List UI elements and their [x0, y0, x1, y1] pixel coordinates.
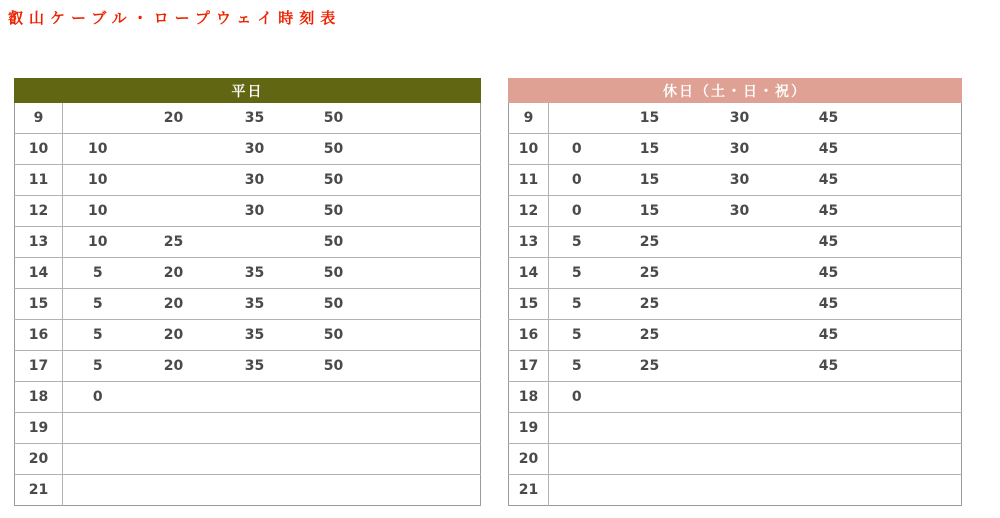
minute-cell: 35 — [215, 258, 295, 289]
filler-cell — [373, 351, 481, 382]
hour-cell: 19 — [15, 413, 63, 444]
minute-cell: 10 — [63, 227, 133, 258]
minute-cell: 10 — [63, 196, 133, 227]
minute-cell: 30 — [695, 103, 785, 134]
minute-cell: 5 — [63, 351, 133, 382]
minute-cell: 45 — [785, 289, 873, 320]
hour-cell: 9 — [15, 103, 63, 134]
minute-cell: 20 — [133, 289, 215, 320]
filler-cell — [373, 165, 481, 196]
minute-cell: 30 — [215, 196, 295, 227]
minute-cell — [695, 351, 785, 382]
table-row — [509, 444, 962, 475]
minute-cell: 50 — [295, 165, 373, 196]
holiday-timetable — [508, 78, 962, 506]
filler-cell — [373, 444, 481, 475]
minute-cell — [605, 475, 695, 506]
hour-cell: 10 — [509, 134, 549, 165]
filler-cell — [373, 103, 481, 134]
hour-cell: 20 — [15, 444, 63, 475]
filler-cell — [873, 165, 962, 196]
minute-cell: 15 — [605, 196, 695, 227]
filler-cell — [873, 258, 962, 289]
minute-cell: 30 — [695, 134, 785, 165]
minute-cell: 30 — [215, 134, 295, 165]
hour-cell: 21 — [509, 475, 549, 506]
minute-cell — [785, 475, 873, 506]
minute-cell: 50 — [295, 320, 373, 351]
minute-cell — [295, 444, 373, 475]
table-row — [15, 444, 481, 475]
minute-cell: 50 — [295, 258, 373, 289]
minute-cell: 45 — [785, 103, 873, 134]
page-title: 叡山ケーブル・ロープウェイ時刻表 — [8, 9, 342, 27]
hour-cell: 14 — [15, 258, 63, 289]
table-row — [509, 320, 962, 351]
minute-cell: 35 — [215, 103, 295, 134]
table-row — [509, 475, 962, 506]
table-row — [15, 413, 481, 444]
filler-cell — [873, 382, 962, 413]
minute-cell: 25 — [605, 320, 695, 351]
minute-cell — [215, 413, 295, 444]
minute-cell — [133, 134, 215, 165]
table-row — [15, 103, 481, 134]
minute-cell: 25 — [133, 227, 215, 258]
minute-cell: 0 — [549, 165, 605, 196]
minute-cell: 45 — [785, 227, 873, 258]
minute-cell: 30 — [695, 196, 785, 227]
minute-cell: 45 — [785, 320, 873, 351]
table-row — [15, 134, 481, 165]
holiday-header: 休日（土・日・祝） — [509, 79, 962, 103]
table-row — [509, 103, 962, 134]
minute-cell: 20 — [133, 103, 215, 134]
minute-cell: 20 — [133, 258, 215, 289]
minute-cell — [63, 413, 133, 444]
hour-cell: 12 — [15, 196, 63, 227]
table-row — [509, 382, 962, 413]
hour-cell: 21 — [15, 475, 63, 506]
minute-cell: 5 — [63, 320, 133, 351]
filler-cell — [873, 103, 962, 134]
minute-cell: 10 — [63, 134, 133, 165]
minute-cell — [63, 103, 133, 134]
table-row — [15, 382, 481, 413]
minute-cell — [133, 475, 215, 506]
filler-cell — [373, 227, 481, 258]
hour-cell: 13 — [15, 227, 63, 258]
filler-cell — [873, 444, 962, 475]
filler-cell — [373, 413, 481, 444]
minute-cell: 15 — [605, 134, 695, 165]
minute-cell — [133, 413, 215, 444]
minute-cell: 15 — [605, 103, 695, 134]
filler-cell — [373, 320, 481, 351]
minute-cell: 5 — [549, 227, 605, 258]
table-row — [15, 289, 481, 320]
minute-cell — [63, 475, 133, 506]
weekday-timetable — [14, 78, 481, 506]
filler-cell — [373, 382, 481, 413]
minute-cell: 20 — [133, 320, 215, 351]
minute-cell: 0 — [549, 134, 605, 165]
hour-cell: 16 — [509, 320, 549, 351]
minute-cell — [695, 444, 785, 475]
hour-cell: 11 — [15, 165, 63, 196]
minute-cell: 30 — [215, 165, 295, 196]
table-row — [15, 351, 481, 382]
minute-cell: 50 — [295, 103, 373, 134]
minute-cell — [695, 413, 785, 444]
minute-cell — [695, 258, 785, 289]
table-row — [15, 320, 481, 351]
hour-cell: 13 — [509, 227, 549, 258]
minute-cell: 35 — [215, 320, 295, 351]
minute-cell: 50 — [295, 289, 373, 320]
hour-cell: 17 — [15, 351, 63, 382]
minute-cell — [215, 382, 295, 413]
hour-cell: 18 — [15, 382, 63, 413]
filler-cell — [373, 258, 481, 289]
hour-cell: 14 — [509, 258, 549, 289]
table-row — [15, 475, 481, 506]
hour-cell: 19 — [509, 413, 549, 444]
minute-cell — [63, 444, 133, 475]
table-row — [15, 165, 481, 196]
minute-cell: 25 — [605, 351, 695, 382]
minute-cell — [695, 475, 785, 506]
minute-cell: 5 — [63, 258, 133, 289]
hour-cell: 17 — [509, 351, 549, 382]
minute-cell — [695, 382, 785, 413]
minute-cell: 50 — [295, 227, 373, 258]
filler-cell — [373, 289, 481, 320]
table-row — [509, 134, 962, 165]
filler-cell — [373, 475, 481, 506]
minute-cell — [549, 444, 605, 475]
minute-cell: 0 — [549, 382, 605, 413]
minute-cell: 30 — [695, 165, 785, 196]
minute-cell — [785, 444, 873, 475]
minute-cell — [133, 444, 215, 475]
table-row — [509, 413, 962, 444]
minute-cell: 15 — [605, 165, 695, 196]
hour-cell: 12 — [509, 196, 549, 227]
minute-cell: 50 — [295, 134, 373, 165]
minute-cell — [785, 382, 873, 413]
hour-cell: 9 — [509, 103, 549, 134]
filler-cell — [873, 227, 962, 258]
table-row — [509, 289, 962, 320]
minute-cell — [605, 382, 695, 413]
hour-cell: 15 — [509, 289, 549, 320]
filler-cell — [873, 475, 962, 506]
minute-cell — [695, 320, 785, 351]
table-row — [15, 196, 481, 227]
minute-cell — [133, 165, 215, 196]
hour-cell: 10 — [15, 134, 63, 165]
filler-cell — [873, 196, 962, 227]
filler-cell — [373, 196, 481, 227]
minute-cell: 5 — [549, 351, 605, 382]
filler-cell — [373, 134, 481, 165]
weekday-header: 平日 — [15, 79, 481, 103]
minute-cell: 45 — [785, 134, 873, 165]
filler-cell — [873, 320, 962, 351]
minute-cell — [549, 413, 605, 444]
minute-cell: 50 — [295, 351, 373, 382]
filler-cell — [873, 134, 962, 165]
hour-cell: 15 — [15, 289, 63, 320]
minute-cell: 25 — [605, 289, 695, 320]
minute-cell: 35 — [215, 289, 295, 320]
filler-cell — [873, 413, 962, 444]
table-row — [509, 351, 962, 382]
table-header-row — [509, 79, 962, 103]
minute-cell: 0 — [549, 196, 605, 227]
minute-cell: 45 — [785, 165, 873, 196]
minute-cell — [695, 227, 785, 258]
minute-cell — [695, 289, 785, 320]
minute-cell — [785, 413, 873, 444]
minute-cell: 45 — [785, 196, 873, 227]
minute-cell: 50 — [295, 196, 373, 227]
minute-cell: 25 — [605, 258, 695, 289]
hour-cell: 18 — [509, 382, 549, 413]
minute-cell — [605, 444, 695, 475]
minute-cell — [605, 413, 695, 444]
table-row — [509, 165, 962, 196]
minute-cell — [215, 475, 295, 506]
minute-cell — [295, 475, 373, 506]
filler-cell — [873, 289, 962, 320]
table-row — [15, 227, 481, 258]
minute-cell: 5 — [549, 289, 605, 320]
minute-cell — [215, 444, 295, 475]
table-row — [15, 258, 481, 289]
filler-cell — [873, 351, 962, 382]
table-row — [509, 227, 962, 258]
table-row — [509, 196, 962, 227]
minute-cell: 5 — [549, 258, 605, 289]
minute-cell: 10 — [63, 165, 133, 196]
minute-cell: 20 — [133, 351, 215, 382]
table-row — [509, 258, 962, 289]
minute-cell — [295, 382, 373, 413]
minute-cell: 5 — [63, 289, 133, 320]
hour-cell: 11 — [509, 165, 549, 196]
minute-cell — [133, 382, 215, 413]
minute-cell: 45 — [785, 351, 873, 382]
minute-cell: 5 — [549, 320, 605, 351]
minute-cell: 25 — [605, 227, 695, 258]
hour-cell: 20 — [509, 444, 549, 475]
table-header-row — [15, 79, 481, 103]
minute-cell — [133, 196, 215, 227]
hour-cell: 16 — [15, 320, 63, 351]
minute-cell — [549, 475, 605, 506]
minute-cell: 45 — [785, 258, 873, 289]
minute-cell — [295, 413, 373, 444]
minute-cell — [549, 103, 605, 134]
minute-cell — [215, 227, 295, 258]
minute-cell: 0 — [63, 382, 133, 413]
minute-cell: 35 — [215, 351, 295, 382]
